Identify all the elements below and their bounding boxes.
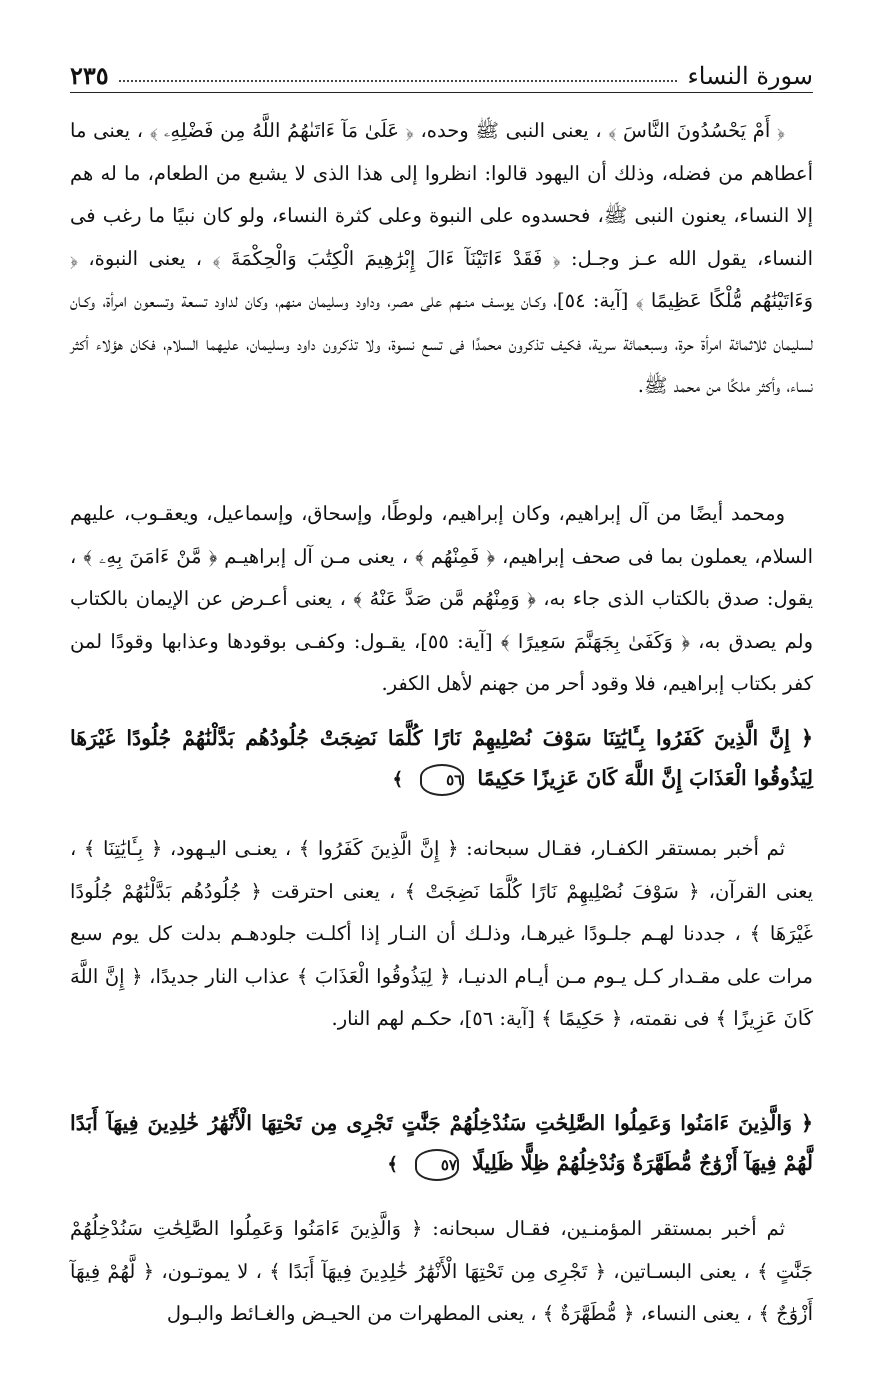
verse-56-text: ﴿ إِنَّ الَّذِينَ كَفَرُوا بِـَٔايَٰتِنَا سَوْفَ نُصْلِيهِمْ نَارًا كُلَّمَا نَضِجَتْ جُلُودُهُم بَدَّلْنَٰهُمْ جُلُودًا غَيْرَهَا لِيَذُوقُوا الْعَذَابَ إِنَّ اللَّهَ كَانَ عَزِيزًا حَكِيمًا (70, 726, 813, 790)
paragraph-2: ومحمد أيضًا من آل إبراهيم، وكان إبراهيم، ولوطًا، وإسحاق، وإسماعيل، ويعقـوب، عليهم السلام، يعملون بما فى صحف إبراهيم، ﴿ فَمِنْهُم ﴾ ، يعنى مـن آل إبراهيـم ﴿ مَّنْ ءَامَنَ بِهِۦ ﴾ ، يقول: صدق بالكتاب الذى جاء به، ﴿ وَمِنْهُم مَّن صَدَّ عَنْهُ ﴾ ، يعنى أعـرض عن الإيمان بالكتاب ولم يصدق به، ﴿ وَكَفَىٰ بِجَهَنَّمَ سَعِيرًا ﴾ [آية: ٥٥]، يقـول: وكفـى بوقودها وعذابها وقودًا لمن كفر بكتاب إبراهيم، فلا وقود أحر من جهنم لأهل الكفر. (70, 502, 813, 695)
paragraph-4: ثم أخبر بمستقر المؤمنـين، فقـال سبحانه: ﴿ وَالَّذِينَ ءَامَنُوا وَعَمِلُوا الصَّٰلِحَٰتِ سَنُدْخِلُهُمْ جَنَّٰتٍ ﴾ ، يعنى البسـاتين، ﴿ تَجْرِى مِن تَحْتِهَا الْأَنْهَٰرُ خَٰلِدِينَ فِيهَآ أَبَدًا ﴾ ، لا يموتـون، ﴿ لَّهُمْ فِيهَآ أَزْوَٰجٌ ﴾ ، يعنى النساء، ﴿ مُّطَهَّرَةٌ ﴾ ، يعنى المطهرات من الحيـض والغـائط والبـول (70, 1217, 813, 1325)
paragraph-1-block (70, 110, 813, 408)
verse-57 (70, 1103, 813, 1185)
verse-57-block (70, 1103, 813, 1185)
verse-56-block (70, 718, 813, 800)
surah-title: سورة النساء (687, 62, 813, 90)
page-header (70, 58, 813, 93)
ayah-number-56: ٥٦ (420, 764, 464, 796)
verse-57-close-bracket: ﴾ (387, 1154, 398, 1175)
paragraph-3-block (70, 828, 813, 1041)
paragraph-1: ﴿ أَمْ يَحْسُدُونَ النَّاسَ ﴾ ، يعنى النبى ﷺ وحده، ﴿ عَلَىٰ مَآ ءَاتَىٰهُمُ اللَّهُ مِن فَضْلِهِۦ ﴾ ، يعنى ما أعطاهم من فضله، وذلك أن اليهود قالوا: انظروا إلى هذا الذى لا يشبع من الطعام، ما له هم إلا النساء، يعنون النبى ﷺ، فحسدوه على النبوة وعلى كثرة النساء، ولو كان نبيًا ما رغب فى النساء، يقول الله عـز وجـل: ﴿ فَقَدْ ءَاتَيْنَآ ءَالَ إِبْرَٰهِيمَ الْكِتَٰبَ وَالْحِكْمَةَ ﴾ ، يعنى النبوة، ﴿ وَءَاتَيْنَٰهُم مُّلْكًا عَظِيمًا ﴾ [آية: ٥٤]، وكـان يوسـف منـهم على مصر، وداود وسليمان منهم، وكان لداود تسعة وتسعون امرأة، وكـان لسليمان ثلاثمائة امرأة حرة، وسبعمائة سرية، فكيف تذكرون محمدًا فى تسع نسوة، ولا تذكرون داود وسليمان، عليهما السلام، فكان هؤلاء أكثر نساء، وأكثر ملكًا من محمد ﷺ. (70, 119, 813, 397)
page-number: ٢٣٥ (70, 61, 109, 90)
paragraph-2-block (70, 493, 813, 706)
verse-57-text: ﴿ وَالَّذِينَ ءَامَنُوا وَعَمِلُوا الصَّٰلِحَٰتِ سَنُدْخِلُهُمْ جَنَّٰتٍ تَجْرِى مِن تَحْتِهَا الْأَنْهَٰرُ خَٰلِدِينَ فِيهَآ أَبَدًا لَّهُمْ فِيهَآ أَزْوَٰجٌ مُّطَهَّرَةٌ وَنُدْخِلُهُمْ ظِلًّا ظَلِيلًا (70, 1111, 813, 1175)
paragraph-4-block (70, 1208, 813, 1336)
paragraph-3: ثم أخبر بمستقر الكفـار، فقـال سبحانه: ﴿ إِنَّ الَّذِينَ كَفَرُوا ﴾ ، يعنـى اليـهود، ﴿ بِـَٔايَٰتِنَا ﴾ ، يعنى القرآن، ﴿ سَوْفَ نُصْلِيهِمْ نَارًا كُلَّمَا نَضِجَتْ ﴾ ، يعنى احترقت ﴿ جُلُودُهُم بَدَّلْنَٰهُمْ جُلُودًا غَيْرَهَا ﴾ ، جددنا لهـم جلـودًا غيرهـا، وذلـك أن النـار إذا أكلـت جلودهـم بدلت كل يوم سبع مرات على مقـدار كـل يـوم مـن أيـام الدنيـا، ﴿ لِيَذُوقُوا الْعَذَابَ ﴾ عذاب النار جديدًا، ﴿ إِنَّ اللَّهَ كَانَ عَزِيزًا ﴾ فى نقمته، ﴿ حَكِيمًا ﴾ [آية: ٥٦]، حكـم لهم النار. (70, 837, 813, 1030)
verse-56 (70, 718, 813, 800)
ayah-number-57: ٥٧ (415, 1149, 459, 1181)
header-dotted-leader (119, 80, 678, 82)
verse-56-close-bracket: ﴾ (392, 769, 404, 790)
